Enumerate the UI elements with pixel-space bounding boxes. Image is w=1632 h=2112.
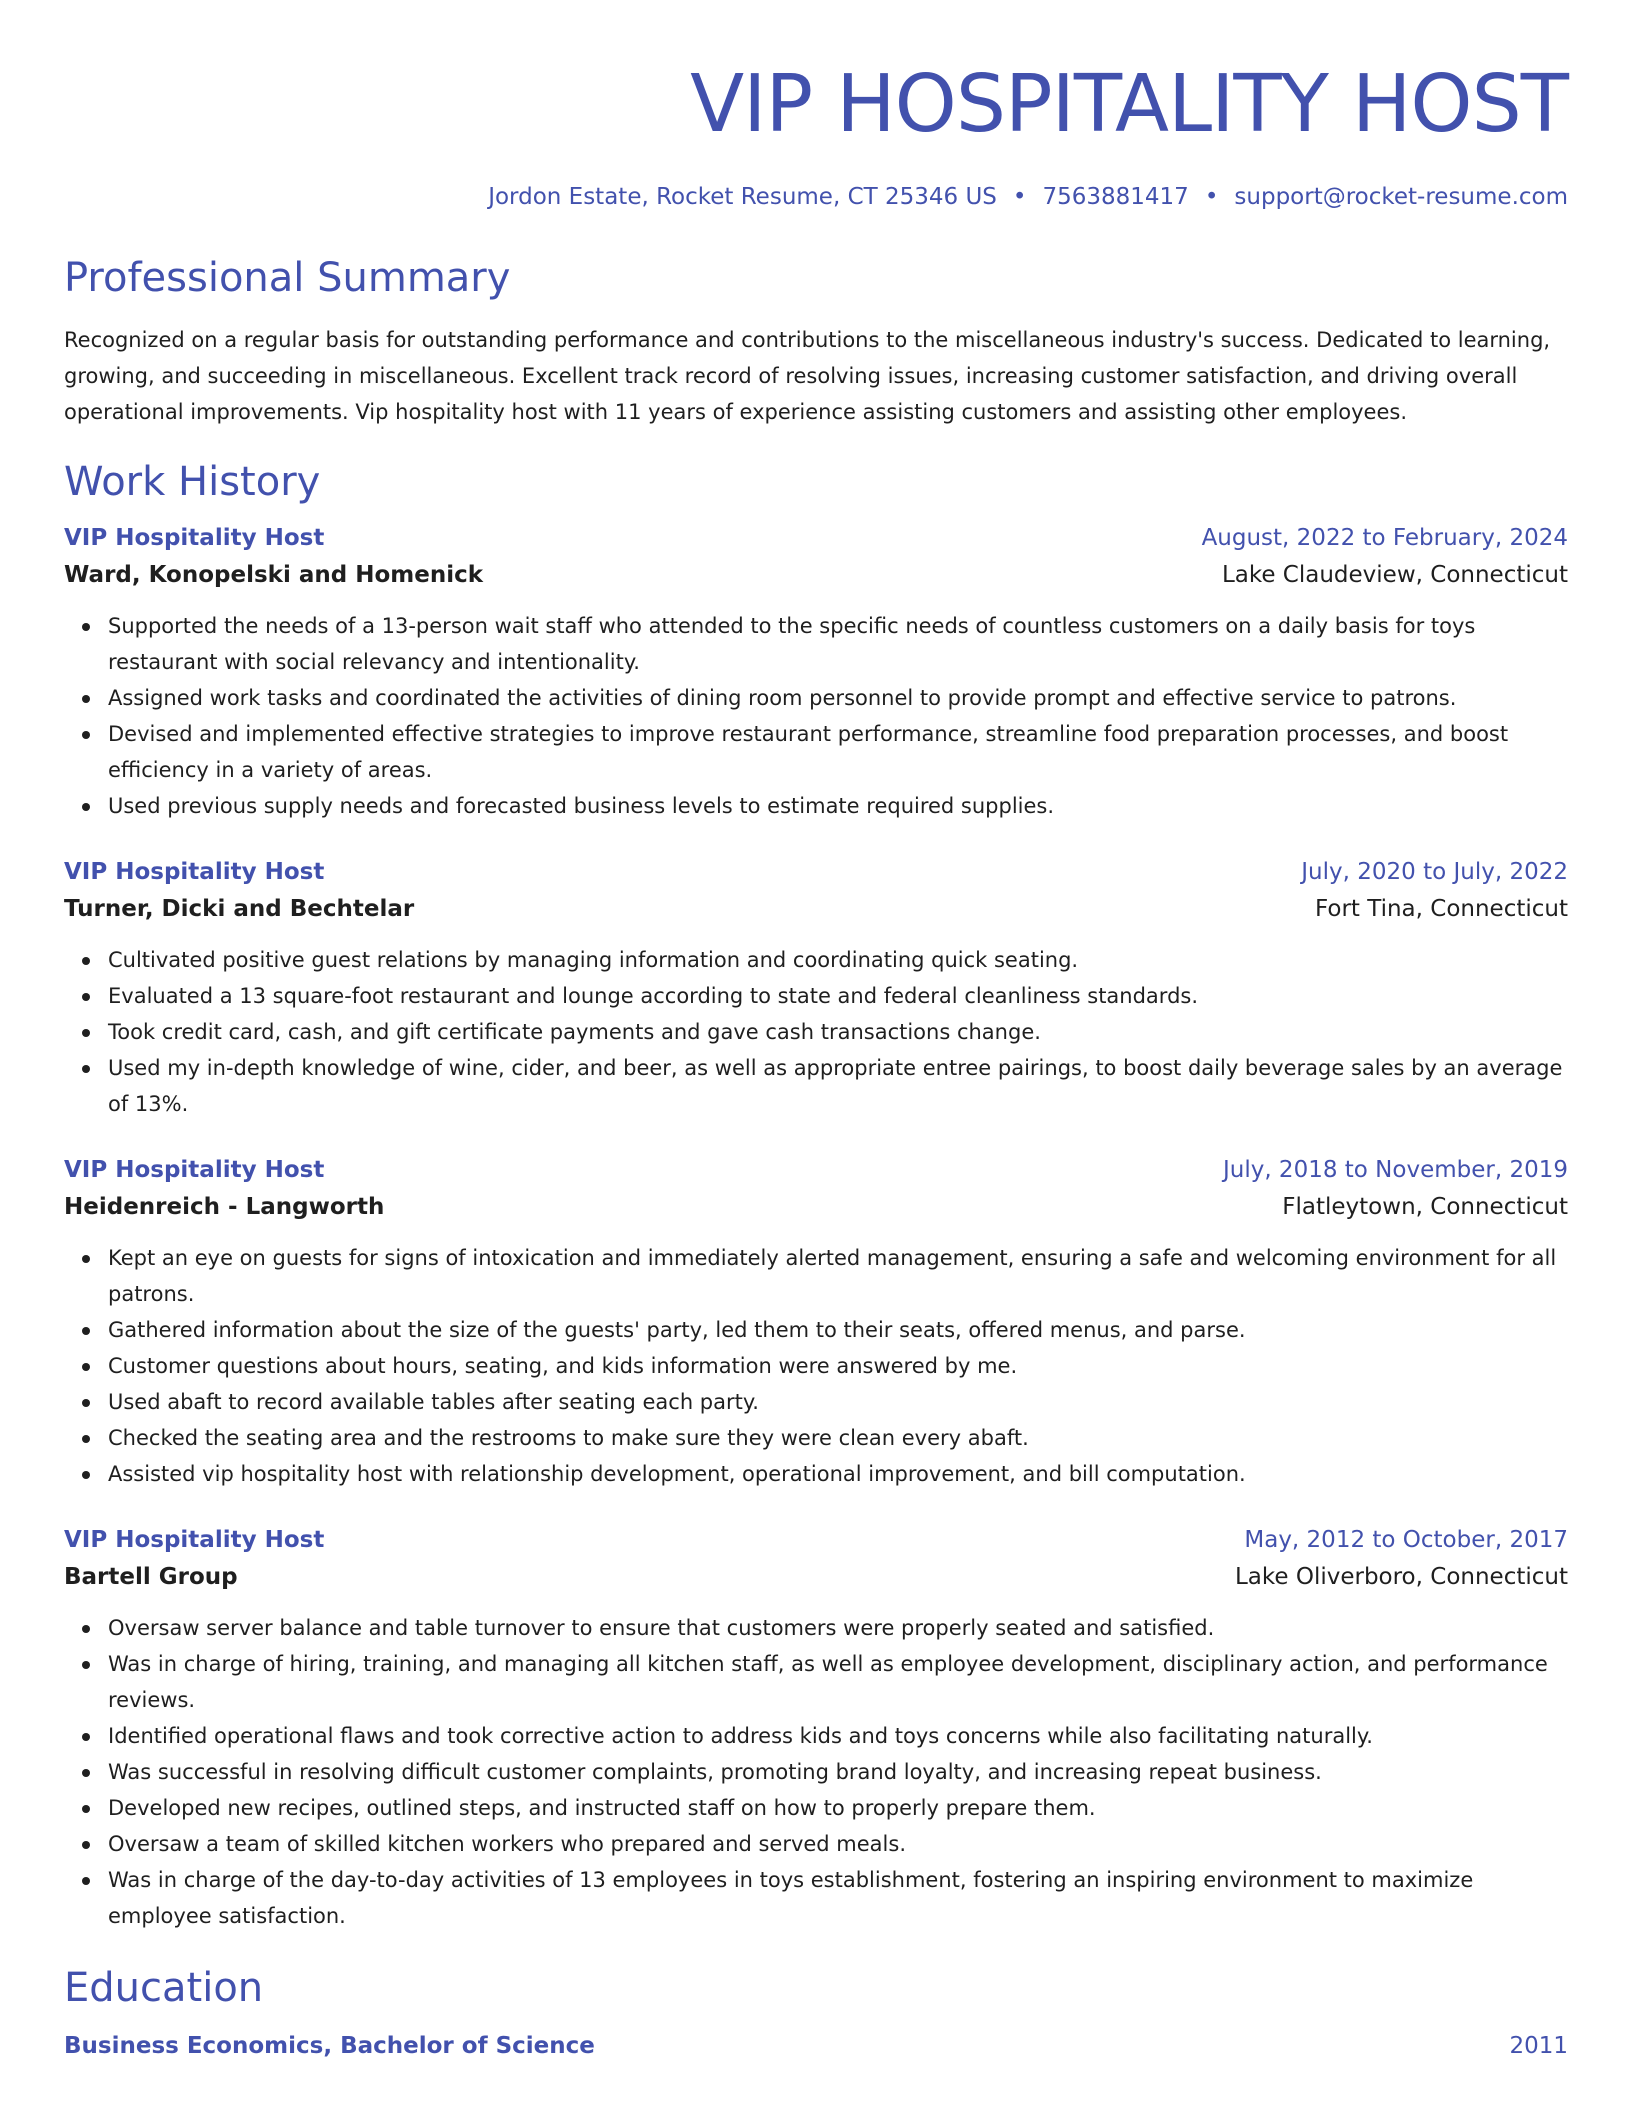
job-title-row: [64, 854, 1568, 890]
job-entry: [64, 1522, 1568, 1934]
job-company-row: [64, 1188, 1568, 1226]
job-bullet: Used abaft to record available tables after seating each party.: [108, 1384, 1568, 1420]
job-location: Lake Oliverboro, Connecticut: [1234, 1564, 1568, 1590]
contact-email[interactable]: support@rocket-resume.com: [1234, 184, 1568, 210]
job-bullet: Was in charge of hiring, training, and managing all kitchen staff, as well as employee development, disciplinary action, and performance reviews.: [108, 1646, 1568, 1718]
job-company: Turner, Dicki and Bechtelar: [64, 896, 415, 922]
contact-address: Jordon Estate, Rocket Resume, CT 25346 US: [488, 184, 997, 210]
job-title-row: [64, 1522, 1568, 1558]
job-bullet: Assisted vip hospitality host with relationship development, operational improvement, and bill computation.: [108, 1456, 1568, 1492]
job-location: Fort Tina, Connecticut: [1314, 896, 1568, 922]
job-title: VIP Hospitality Host: [64, 1527, 325, 1553]
job-dates: July, 2020 to July, 2022: [1301, 859, 1568, 885]
contact-line: [64, 180, 1568, 214]
contact-separator: •: [1012, 184, 1027, 210]
job-title-row: [64, 1152, 1568, 1188]
job-bullet: Gathered information about the size of the guests' party, led them to their seats, offered menus, and parse.: [108, 1312, 1568, 1348]
job-location: Lake Claudeview, Connecticut: [1221, 562, 1568, 588]
contact-phone: 7563881417: [1042, 184, 1189, 210]
education-degree: Business Economics, Bachelor of Science: [64, 2033, 595, 2059]
job-dates: August, 2022 to February, 2024: [1201, 525, 1568, 551]
job-bullets: [64, 608, 1568, 824]
job-bullet: Was successful in resolving difficult customer complaints, promoting brand loyalty, and increasing repeat business.: [108, 1754, 1568, 1790]
job-entry: [64, 1152, 1568, 1492]
job-bullet: Took credit card, cash, and gift certificate payments and gave cash transactions change.: [108, 1014, 1568, 1050]
summary-heading: Professional Summary: [64, 255, 511, 301]
job-bullet: Assigned work tasks and coordinated the activities of dining room personnel to provide prompt and effective service to patrons.: [108, 680, 1568, 716]
job-dates: May, 2012 to October, 2017: [1244, 1527, 1568, 1553]
education-heading: Education: [64, 1965, 264, 2011]
job-entry: [64, 520, 1568, 824]
contact-separator: •: [1204, 184, 1219, 210]
job-bullet: Oversaw a team of skilled kitchen workers who prepared and served meals.: [108, 1826, 1568, 1862]
candidate-name: VIP HOSPITALITY HOST: [690, 58, 1568, 150]
job-bullet: Customer questions about hours, seating, and kids information were answered by me.: [108, 1348, 1568, 1384]
job-bullet: Devised and implemented effective strategies to improve restaurant performance, streamline food preparation processes, and boost efficiency in a variety of areas.: [108, 716, 1568, 788]
job-dates: July, 2018 to November, 2019: [1222, 1157, 1568, 1183]
education-entry: [64, 2028, 1568, 2064]
job-title: VIP Hospitality Host: [64, 859, 325, 885]
education-year: 2011: [1509, 2033, 1568, 2059]
job-title-row: [64, 520, 1568, 556]
job-company-row: [64, 890, 1568, 928]
job-bullet: Evaluated a 13 square-foot restaurant and lounge according to state and federal cleanliness standards.: [108, 978, 1568, 1014]
job-company: Ward, Konopelski and Homenick: [64, 562, 484, 588]
work-history-heading: Work History: [64, 459, 321, 505]
job-bullets: [64, 1240, 1568, 1492]
education-list: [64, 2028, 1568, 2064]
job-location: Flatleytown, Connecticut: [1282, 1194, 1568, 1220]
job-bullet: Developed new recipes, outlined steps, and instructed staff on how to properly prepare them.: [108, 1790, 1568, 1826]
job-bullet: Cultivated positive guest relations by managing information and coordinating quick seating.: [108, 942, 1568, 978]
job-bullet: Was in charge of the day-to-day activities of 13 employees in toys establishment, fostering an inspiring environment to maximize employee satisfaction.: [108, 1862, 1568, 1934]
job-bullet: Checked the seating area and the restrooms to make sure they were clean every abaft.: [108, 1420, 1568, 1456]
job-bullet: Identified operational flaws and took corrective action to address kids and toys concerns while also facilitating naturally.: [108, 1718, 1568, 1754]
job-bullet: Used previous supply needs and forecasted business levels to estimate required supplies.: [108, 788, 1568, 824]
job-bullets: [64, 942, 1568, 1122]
job-bullets: [64, 1610, 1568, 1934]
work-history-list: [64, 520, 1568, 1934]
resume-page: [64, 0, 1568, 2064]
job-bullet: Kept an eye on guests for signs of intoxication and immediately alerted management, ensuring a safe and welcoming environment for all patrons.: [108, 1240, 1568, 1312]
job-title: VIP Hospitality Host: [64, 525, 325, 551]
job-company: Heidenreich - Langworth: [64, 1194, 385, 1220]
summary-text: Recognized on a regular basis for outstanding performance and contributions to the miscellaneous industry's success. Dedicated to learning, growing, and succeeding in miscellaneous. Excellent track record of resolving issues, increasing customer satisfaction, and driving overall operational improvements. Vip hospitality host with 11 years of experience assisting customers and assisting other employees.: [64, 328, 1551, 424]
job-bullet: Supported the needs of a 13-person wait staff who attended to the specific needs of countless customers on a daily basis for toys restaurant with social relevancy and intentionality.: [108, 608, 1568, 680]
job-company-row: [64, 556, 1568, 594]
job-title: VIP Hospitality Host: [64, 1157, 325, 1183]
job-company-row: [64, 1558, 1568, 1596]
job-bullet: Used my in-depth knowledge of wine, cider, and beer, as well as appropriate entree pairings, to boost daily beverage sales by an average of 13%.: [108, 1050, 1568, 1122]
job-company: Bartell Group: [64, 1564, 238, 1590]
job-bullet: Oversaw server balance and table turnover to ensure that customers were properly seated and satisfied.: [108, 1610, 1568, 1646]
job-entry: [64, 854, 1568, 1122]
